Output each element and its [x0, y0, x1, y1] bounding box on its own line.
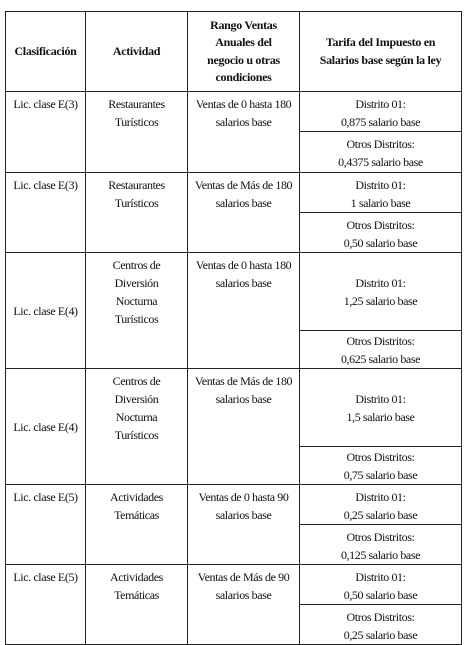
table-row [6, 485, 462, 525]
rango-cell: Ventas de 0 hasta 180 salarios base [188, 92, 300, 173]
rango-cell: Ventas de 0 hasta 90 salarios base [188, 485, 300, 565]
otros-distritos-rate: Otros Distritos: 0,625 salario base [300, 331, 462, 369]
clasificacion-cell: Lic. clase E(3) [6, 92, 86, 173]
actividad-cell: Actividades Temáticas [86, 485, 188, 565]
clasificacion-cell: Lic. clase E(3) [6, 173, 86, 253]
distrito-01-rate: Distrito 01: 1,5 salario base [300, 369, 462, 447]
distrito-01-rate: Distrito 01: 0,875 salario base [300, 92, 462, 132]
rango-cell: Ventas de Más de 180 salarios base [188, 173, 300, 253]
actividad-cell: Restaurantes Turísticos [86, 92, 188, 173]
otros-distritos-rate: Otros Distritos: 0,125 salario base [300, 525, 462, 565]
header-actividad: Actividad [86, 12, 188, 92]
clasificacion-cell: Lic. clase E(4) [6, 253, 86, 369]
clasificacion-cell: Lic. clase E(5) [6, 485, 86, 565]
otros-distritos-rate: Otros Distritos: 0,25 salario base [300, 605, 462, 645]
actividad-cell: Centros de Diversión Nocturna Turísticos [86, 253, 188, 369]
rango-cell: Ventas de Más de 90 salarios base [188, 565, 300, 645]
otros-distritos-rate: Otros Distritos: 0,75 salario base [300, 447, 462, 485]
clasificacion-cell: Lic. clase E(5) [6, 565, 86, 645]
actividad-cell: Actividades Temáticas [86, 565, 188, 645]
table-row [6, 92, 462, 132]
table-row [6, 369, 462, 447]
rango-cell: Ventas de Más de 180 salarios base [188, 369, 300, 485]
actividad-cell: Centros de Diversión Nocturna Turísticos [86, 369, 188, 485]
table-row [6, 253, 462, 331]
table-row [6, 565, 462, 605]
distrito-01-rate: Distrito 01: 0,25 salario base [300, 485, 462, 525]
distrito-01-rate: Distrito 01: 1 salario base [300, 173, 462, 213]
tax-rate-table [5, 11, 462, 645]
table-row [6, 173, 462, 213]
clasificacion-cell: Lic. clase E(4) [6, 369, 86, 485]
header-row [6, 12, 462, 92]
header-tarifa: Tarifa del Impuesto en Salarios base según la ley [300, 12, 462, 92]
rango-cell: Ventas de 0 hasta 180 salarios base [188, 253, 300, 369]
distrito-01-rate: Distrito 01: 1,25 salario base [300, 253, 462, 331]
header-rango: Rango Ventas Anuales del negocio u otras condiciones [188, 12, 300, 92]
otros-distritos-rate: Otros Distritos: 0,50 salario base [300, 213, 462, 253]
actividad-cell: Restaurantes Turísticos [86, 173, 188, 253]
distrito-01-rate: Distrito 01: 0,50 salario base [300, 565, 462, 605]
header-clasificacion: Clasificación [6, 12, 86, 92]
otros-distritos-rate: Otros Distritos: 0,4375 salario base [300, 132, 462, 173]
